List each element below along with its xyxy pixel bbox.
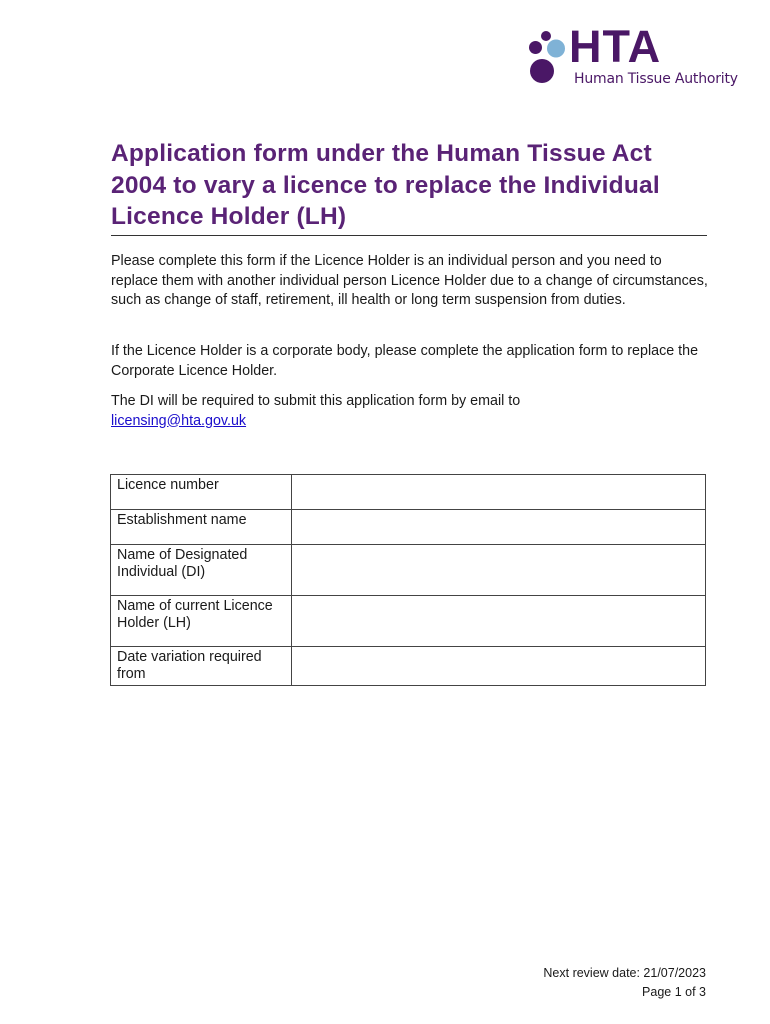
licence-details-table bbox=[110, 474, 706, 686]
designated-individual-field[interactable] bbox=[292, 545, 706, 596]
submission-text: The DI will be required to submit this application form by email to bbox=[111, 393, 521, 409]
hta-logo bbox=[526, 21, 738, 94]
page-number: Page 1 of 3 bbox=[642, 985, 706, 999]
table-row bbox=[111, 647, 706, 686]
current-licence-holder-label: Name of current Licence Holder (LH) bbox=[111, 596, 292, 647]
table-row bbox=[111, 510, 706, 545]
corporate-note-paragraph: If the Licence Holder is a corporate body, please complete the application form to replace the Corporate Licence Holder. bbox=[111, 343, 699, 379]
email-link[interactable]: licensing@hta.gov.uk bbox=[111, 412, 247, 429]
designated-individual-label: Name of Designated Individual (DI) bbox=[111, 545, 292, 596]
establishment-name-field[interactable] bbox=[292, 510, 706, 545]
logo-tagline: Human Tissue Authority bbox=[574, 71, 738, 87]
review-date: Next review date: 21/07/2023 bbox=[543, 966, 706, 980]
page-title: Application form under the Human Tissue Act 2004 to vary a licence to replace the Individual Licence Holder (LH) bbox=[111, 138, 707, 236]
intro-paragraph: Please complete this form if the Licence Holder is an individual person and you need to replace them with another individual person Licence Holder due to a change of circumstances, such as change of staff, retirement, ill health or long term suspension from duties. bbox=[111, 253, 708, 308]
variation-date-field[interactable] bbox=[292, 647, 706, 686]
table-row bbox=[111, 475, 706, 510]
variation-date-label: Date variation required from bbox=[111, 647, 292, 686]
table-row bbox=[111, 545, 706, 596]
page-footer bbox=[543, 964, 706, 1002]
submission-paragraph bbox=[111, 392, 711, 431]
licence-number-label: Licence number bbox=[111, 475, 292, 510]
licence-number-field[interactable] bbox=[292, 475, 706, 510]
logo-wordmark: HTA bbox=[569, 21, 662, 72]
establishment-name-label: Establishment name bbox=[111, 510, 292, 545]
current-licence-holder-field[interactable] bbox=[292, 596, 706, 647]
table-row bbox=[111, 596, 706, 647]
